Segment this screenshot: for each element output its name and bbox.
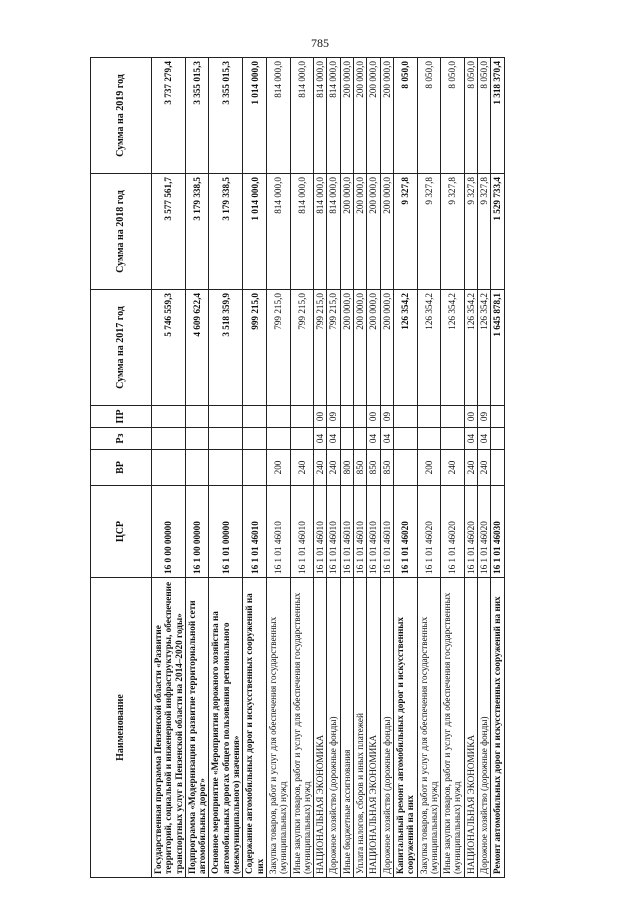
row-rz	[209, 428, 243, 450]
row-sum-2019: 200 000,0	[367, 58, 380, 174]
row-name: Подпрограмма «Модернизация и развитие территориальной сети автомобильных дорог»	[185, 578, 209, 878]
row-vr: 200	[417, 450, 441, 486]
table-row	[243, 58, 267, 878]
row-rz	[243, 428, 267, 450]
row-pr	[209, 406, 243, 428]
row-sum-2019: 200 000,0	[340, 58, 353, 174]
table-row	[314, 58, 327, 878]
table-row	[185, 58, 209, 878]
row-name: Дорожное хозяйство (дорожные фонды)	[327, 578, 340, 878]
table-row	[152, 58, 186, 878]
row-sum-2018: 9 327,8	[393, 174, 417, 290]
row-sum-2018: 9 327,8	[478, 174, 491, 290]
table-row	[354, 58, 367, 878]
row-csr: 16 0 00 00000	[152, 486, 186, 578]
row-pr: 00	[367, 406, 380, 428]
row-sum-2017: 200 000,0	[340, 290, 353, 406]
row-vr: 240	[327, 450, 340, 486]
row-name: Ремонт автомобильных дорог и искусственных сооружений на них	[491, 578, 504, 878]
row-vr: 850	[380, 450, 393, 486]
row-name: Основное мероприятие «Мероприятия дорожного хозяйства на автомобильных дорогах общего пользования регионального (межмуниципального) значения»	[209, 578, 243, 878]
table-row	[417, 58, 441, 878]
row-sum-2017: 126 354,2	[441, 290, 465, 406]
row-sum-2018: 814 000,0	[327, 174, 340, 290]
row-name: Иные закупки товаров, работ и услуг для обеспечения государственных (муниципальных) нужд	[441, 578, 465, 878]
row-pr	[185, 406, 209, 428]
row-name: Содержание автомобильных дорог и искусственных сооружений на них	[243, 578, 267, 878]
row-sum-2017: 5 746 559,3	[152, 290, 186, 406]
header-sum-2017: Сумма на 2017 год	[91, 290, 152, 406]
row-sum-2017: 200 000,0	[354, 290, 367, 406]
table-row	[327, 58, 340, 878]
row-sum-2019: 3 737 279,4	[152, 58, 186, 174]
row-rz	[354, 428, 367, 450]
row-vr: 850	[367, 450, 380, 486]
row-sum-2017: 799 215,0	[314, 290, 327, 406]
row-csr: 16 1 01 46010	[243, 486, 267, 578]
row-sum-2018: 200 000,0	[367, 174, 380, 290]
row-csr: 16 1 01 46010	[266, 486, 290, 578]
row-rz	[185, 428, 209, 450]
row-sum-2017: 3 518 359,9	[209, 290, 243, 406]
row-csr: 16 1 01 46030	[491, 486, 504, 578]
header-csr: ЦСР	[91, 486, 152, 578]
row-vr	[491, 450, 504, 486]
row-rz: 04	[380, 428, 393, 450]
row-sum-2018: 200 000,0	[380, 174, 393, 290]
row-name: Иные бюджетные ассигнования	[340, 578, 353, 878]
row-name: НАЦИОНАЛЬНАЯ ЭКОНОМИКА	[464, 578, 477, 878]
row-csr: 16 1 01 46010	[314, 486, 327, 578]
table-row	[464, 58, 477, 878]
row-sum-2019: 8 050,0	[441, 58, 465, 174]
table-body	[152, 58, 505, 878]
row-rz	[491, 428, 504, 450]
row-csr: 16 1 01 46010	[327, 486, 340, 578]
row-vr: 200	[266, 450, 290, 486]
row-sum-2017: 126 354,2	[464, 290, 477, 406]
table-row	[380, 58, 393, 878]
row-sum-2017: 126 354,2	[393, 290, 417, 406]
row-csr: 16 1 01 46010	[367, 486, 380, 578]
row-rz	[266, 428, 290, 450]
row-rz	[441, 428, 465, 450]
row-vr	[152, 450, 186, 486]
row-pr: 09	[327, 406, 340, 428]
row-csr: 16 1 01 46010	[354, 486, 367, 578]
row-pr	[417, 406, 441, 428]
row-sum-2018: 9 327,8	[441, 174, 465, 290]
header-name: Наименование	[91, 578, 152, 878]
row-sum-2017: 126 354,2	[417, 290, 441, 406]
row-pr	[243, 406, 267, 428]
row-sum-2019: 200 000,0	[380, 58, 393, 174]
row-rz: 04	[327, 428, 340, 450]
row-pr: 00	[464, 406, 477, 428]
row-vr: 240	[464, 450, 477, 486]
table-row	[367, 58, 380, 878]
row-sum-2018: 1 529 733,4	[491, 174, 504, 290]
row-csr: 16 1 01 46010	[290, 486, 314, 578]
row-sum-2019: 814 000,0	[314, 58, 327, 174]
row-vr: 240	[290, 450, 314, 486]
header-sum-2018: Сумма на 2018 год	[91, 174, 152, 290]
row-pr	[491, 406, 504, 428]
row-sum-2019: 200 000,0	[354, 58, 367, 174]
row-sum-2017: 200 000,0	[380, 290, 393, 406]
row-name: Закупка товаров, работ и услуг для обеспечения государственных (муниципальных) нужд	[266, 578, 290, 878]
row-sum-2019: 8 050,0	[393, 58, 417, 174]
row-sum-2018: 200 000,0	[340, 174, 353, 290]
row-rz	[417, 428, 441, 450]
row-sum-2017: 799 215,0	[290, 290, 314, 406]
row-vr: 800	[340, 450, 353, 486]
header-sum-2019: Сумма на 2019 год	[91, 58, 152, 174]
row-name: Капитальный ремонт автомобильных дорог и искусственных сооружений на них	[393, 578, 417, 878]
row-sum-2018: 200 000,0	[354, 174, 367, 290]
table-row	[266, 58, 290, 878]
row-vr: 850	[354, 450, 367, 486]
row-sum-2019: 8 050,0	[417, 58, 441, 174]
row-sum-2018: 1 014 000,0	[243, 174, 267, 290]
row-pr	[393, 406, 417, 428]
row-rz: 04	[478, 428, 491, 450]
row-sum-2017: 126 354,2	[478, 290, 491, 406]
row-sum-2017: 200 000,0	[367, 290, 380, 406]
row-sum-2018: 814 000,0	[266, 174, 290, 290]
row-sum-2017: 4 609 622,4	[185, 290, 209, 406]
row-sum-2019: 814 000,0	[266, 58, 290, 174]
row-vr	[243, 450, 267, 486]
row-name: Иные закупки товаров, работ и услуг для обеспечения государственных (муниципальных) нужд	[290, 578, 314, 878]
page-number: 785	[311, 36, 329, 50]
row-rz: 04	[314, 428, 327, 450]
row-csr: 16 1 01 46010	[380, 486, 393, 578]
row-vr: 240	[441, 450, 465, 486]
header-rz: Рз	[91, 428, 152, 450]
row-pr	[340, 406, 353, 428]
row-sum-2019: 1 318 370,4	[491, 58, 504, 174]
row-pr	[290, 406, 314, 428]
row-sum-2019: 1 014 000,0	[243, 58, 267, 174]
row-csr: 16 1 01 46010	[340, 486, 353, 578]
table-header-row	[91, 58, 152, 878]
row-rz: 04	[464, 428, 477, 450]
row-name: Закупка товаров, работ и услуг для обеспечения государственных (муниципальных) нужд	[417, 578, 441, 878]
row-sum-2018: 814 000,0	[290, 174, 314, 290]
row-rz	[290, 428, 314, 450]
row-vr	[209, 450, 243, 486]
row-csr: 16 1 01 46020	[441, 486, 465, 578]
row-sum-2018: 814 000,0	[314, 174, 327, 290]
row-pr	[152, 406, 186, 428]
row-name: Государственная программа Пензенской области «Развитие территорий, социальной и инженерной инфраструктуры, обеспечение транспортных услуг в Пензенской области на 2014–2020 годы»	[152, 578, 186, 878]
row-csr: 16 1 00 00000	[185, 486, 209, 578]
table-row	[441, 58, 465, 878]
row-csr: 16 1 01 00000	[209, 486, 243, 578]
row-pr: 09	[478, 406, 491, 428]
row-sum-2018: 3 577 561,7	[152, 174, 186, 290]
row-pr	[354, 406, 367, 428]
rotated-table-container	[90, 58, 550, 878]
row-sum-2017: 799 215,0	[327, 290, 340, 406]
row-vr: 240	[478, 450, 491, 486]
row-sum-2019: 3 355 015,3	[185, 58, 209, 174]
row-name: НАЦИОНАЛЬНАЯ ЭКОНОМИКА	[367, 578, 380, 878]
row-csr: 16 1 01 46020	[393, 486, 417, 578]
row-sum-2018: 3 179 338,5	[185, 174, 209, 290]
row-pr	[266, 406, 290, 428]
table-row	[478, 58, 491, 878]
row-pr: 09	[380, 406, 393, 428]
row-sum-2019: 3 355 015,3	[209, 58, 243, 174]
row-sum-2019: 814 000,0	[327, 58, 340, 174]
budget-table	[90, 57, 505, 878]
row-pr: 00	[314, 406, 327, 428]
row-pr	[441, 406, 465, 428]
header-vr: ВР	[91, 450, 152, 486]
row-sum-2017: 999 215,0	[243, 290, 267, 406]
row-name: Дорожное хозяйство (дорожные фонды)	[380, 578, 393, 878]
row-csr: 16 1 01 46020	[417, 486, 441, 578]
row-csr: 16 1 01 46020	[478, 486, 491, 578]
table-row	[209, 58, 243, 878]
row-sum-2018: 3 179 338,5	[209, 174, 243, 290]
row-rz: 04	[367, 428, 380, 450]
row-vr	[185, 450, 209, 486]
row-sum-2017: 799 215,0	[266, 290, 290, 406]
table-row	[290, 58, 314, 878]
row-sum-2019: 8 050,0	[478, 58, 491, 174]
table-row	[340, 58, 353, 878]
row-sum-2018: 9 327,8	[464, 174, 477, 290]
row-sum-2017: 1 645 878,1	[491, 290, 504, 406]
row-rz	[152, 428, 186, 450]
row-csr: 16 1 01 46020	[464, 486, 477, 578]
row-sum-2019: 814 000,0	[290, 58, 314, 174]
row-rz	[340, 428, 353, 450]
header-pr: ПР	[91, 406, 152, 428]
row-vr	[393, 450, 417, 486]
row-sum-2019: 8 050,0	[464, 58, 477, 174]
row-rz	[393, 428, 417, 450]
row-sum-2018: 9 327,8	[417, 174, 441, 290]
row-name: Уплата налогов, сборов и иных платежей	[354, 578, 367, 878]
row-name: НАЦИОНАЛЬНАЯ ЭКОНОМИКА	[314, 578, 327, 878]
table-row	[491, 58, 504, 878]
row-name: Дорожное хозяйство (дорожные фонды)	[478, 578, 491, 878]
row-vr: 240	[314, 450, 327, 486]
table-row	[393, 58, 417, 878]
